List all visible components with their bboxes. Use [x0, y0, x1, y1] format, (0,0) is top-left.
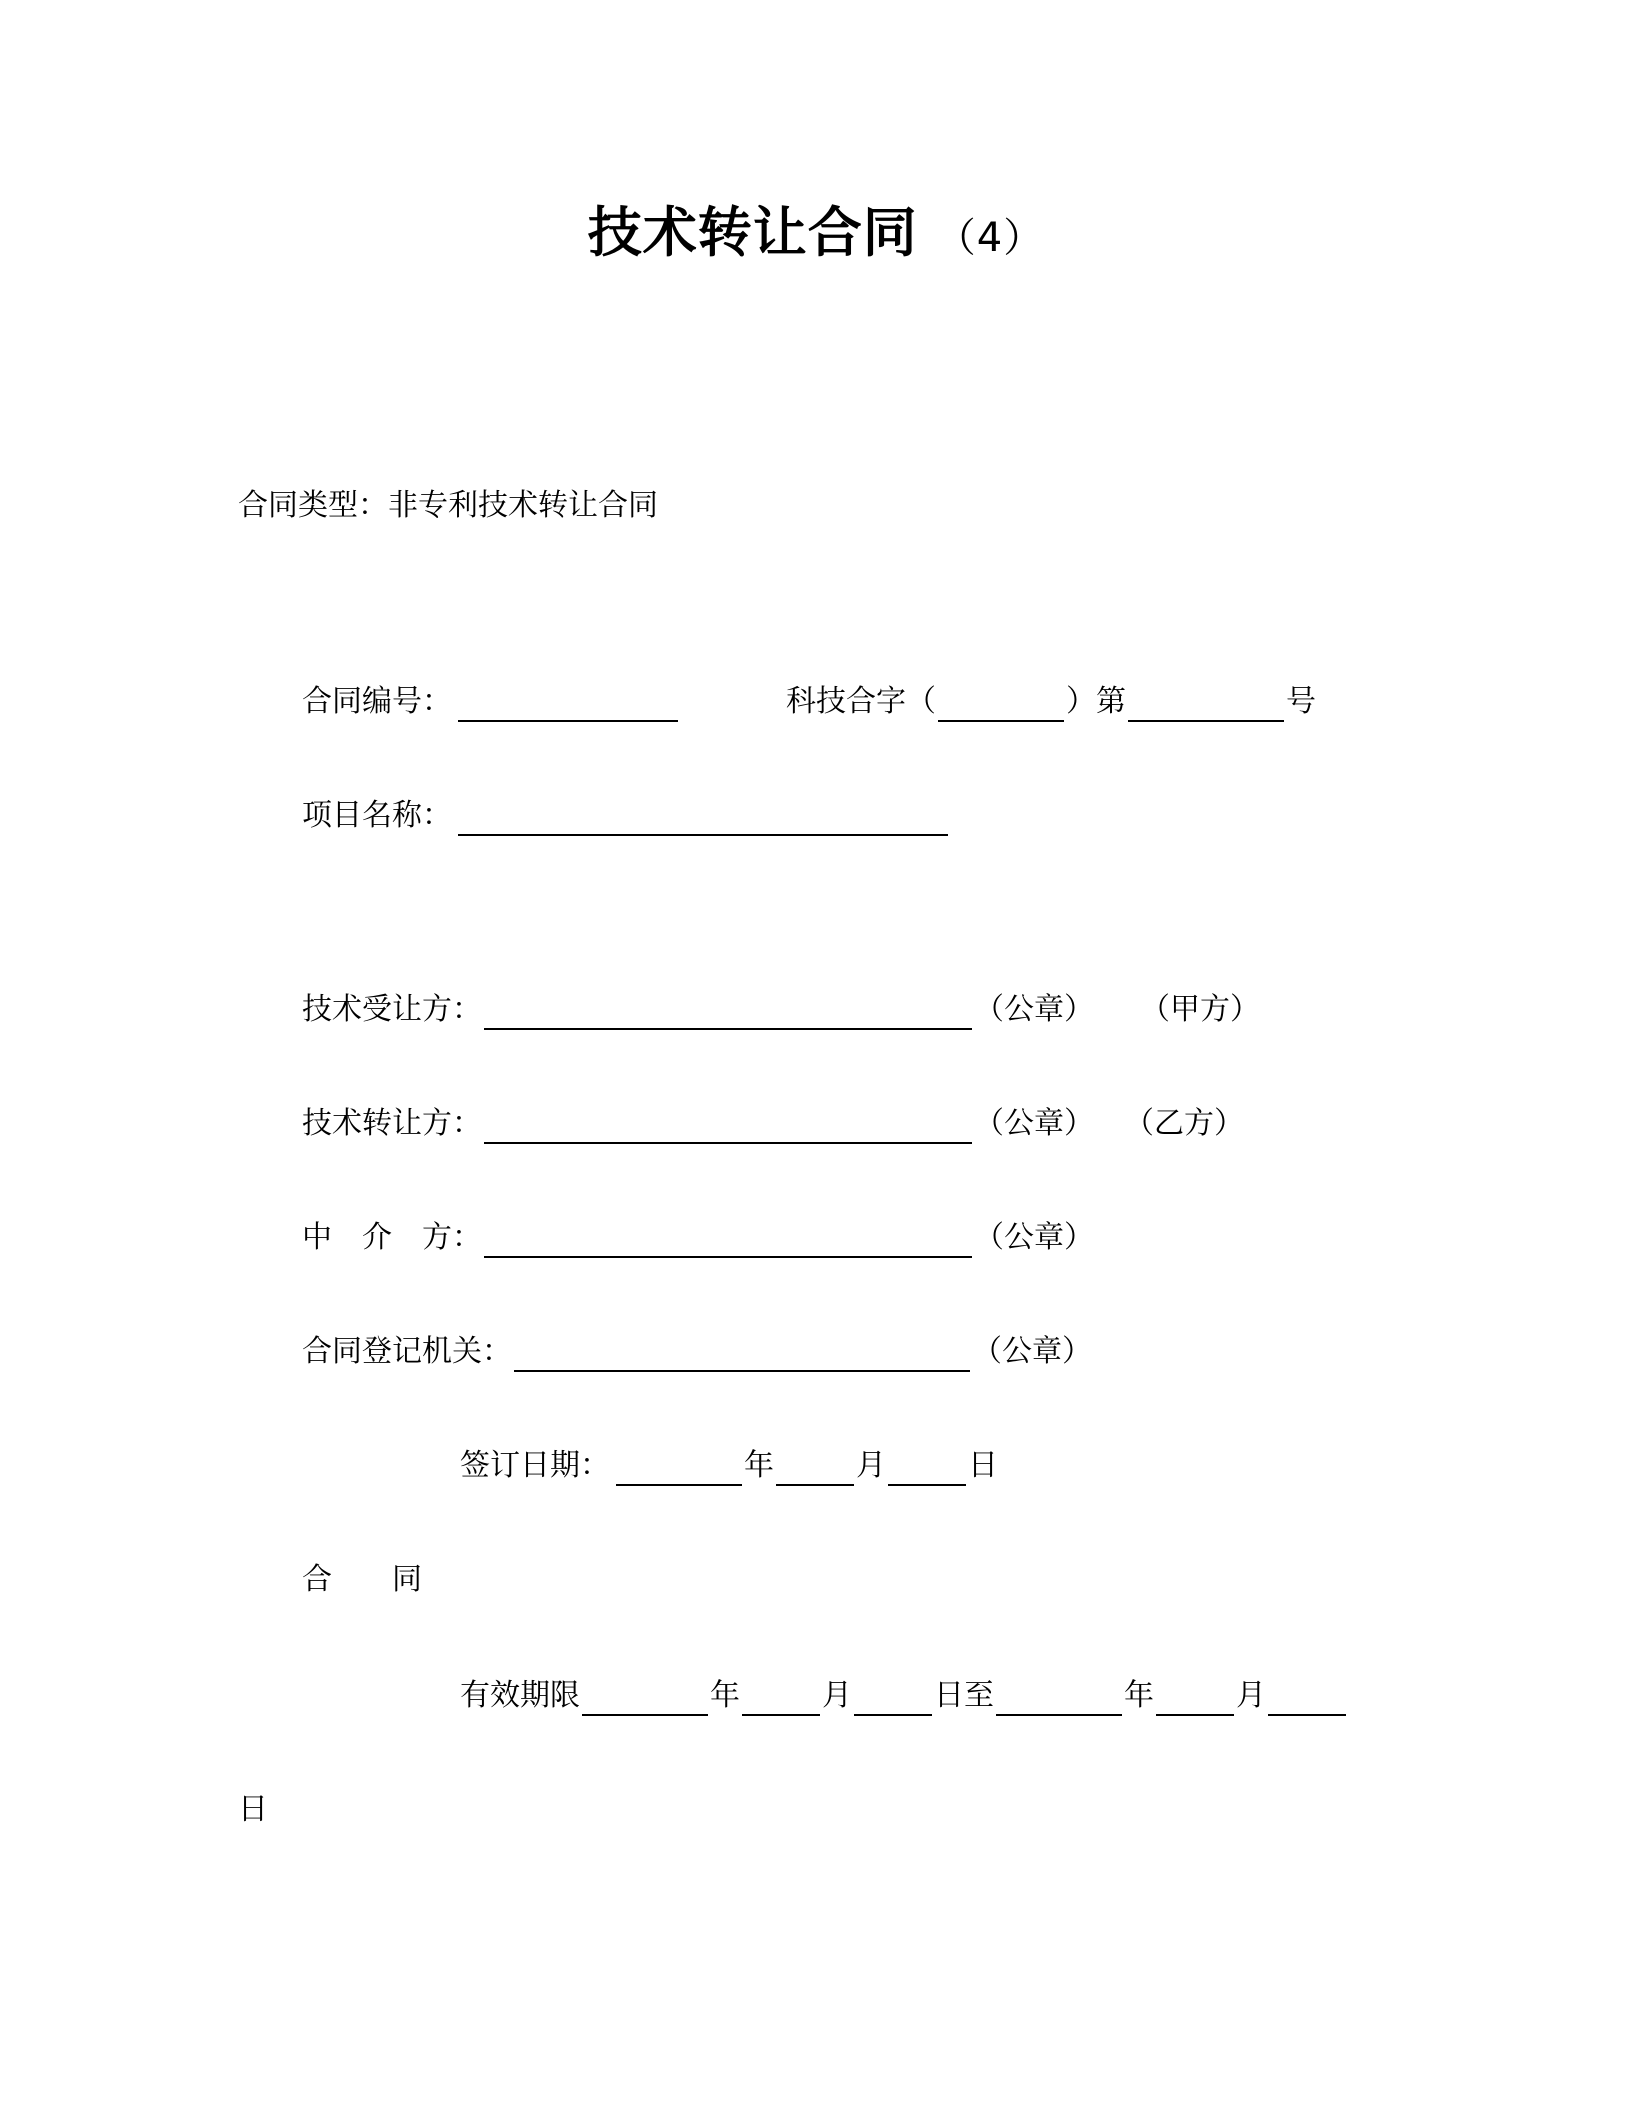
contract-heading-line — [302, 1560, 422, 1600]
transferee-seal: （公章） — [974, 992, 1094, 1027]
validity-line — [460, 1676, 1348, 1716]
title-suffix: （4） — [935, 215, 1045, 261]
document-title — [0, 198, 1632, 273]
project-name-line — [302, 796, 950, 836]
contract-number-field[interactable] — [458, 682, 678, 722]
trailing-day-label: 日 — [238, 1792, 268, 1827]
keji-close-label: ）第 — [1066, 684, 1126, 719]
validity-start-month-label: 月 — [822, 1678, 852, 1713]
transferor-label: 技术转让方： — [302, 1106, 482, 1141]
validity-day-to-label: 日至 — [934, 1678, 994, 1713]
registrar-label: 合同登记机关： — [302, 1334, 512, 1369]
transferee-line — [302, 990, 1260, 1030]
project-name-label: 项目名称： — [302, 798, 452, 833]
sign-day-field[interactable] — [888, 1446, 966, 1486]
intermediary-label: 中 介 方： — [302, 1220, 482, 1255]
contract-number-line — [302, 682, 1316, 722]
keji-number-field[interactable] — [1128, 682, 1284, 722]
contract-type-line — [238, 486, 658, 526]
trailing-day-line — [238, 1790, 268, 1830]
registrar-field[interactable] — [514, 1332, 970, 1372]
registrar-line — [302, 1332, 1092, 1372]
registrar-seal: （公章） — [972, 1334, 1092, 1369]
title-text: 技术转让合同 — [587, 201, 918, 264]
sign-month-field[interactable] — [776, 1446, 854, 1486]
validity-end-month-label: 月 — [1236, 1678, 1266, 1713]
transferor-line — [302, 1104, 1244, 1144]
intermediary-line — [302, 1218, 1094, 1258]
sign-year-field[interactable] — [616, 1446, 742, 1486]
party-b-label: （乙方） — [1124, 1106, 1244, 1141]
validity-label: 有效期限 — [460, 1678, 580, 1713]
hao-label: 号 — [1286, 684, 1316, 719]
validity-start-year-label: 年 — [710, 1678, 740, 1713]
transferee-field[interactable] — [484, 990, 972, 1030]
contract-type-value: 非专利技术转让合同 — [388, 488, 658, 523]
validity-start-day-field[interactable] — [854, 1676, 932, 1716]
validity-end-month-field[interactable] — [1156, 1676, 1234, 1716]
intermediary-seal: （公章） — [974, 1220, 1094, 1255]
keji-year-field[interactable] — [938, 682, 1064, 722]
transferee-label: 技术受让方： — [302, 992, 482, 1027]
project-name-field[interactable] — [458, 796, 948, 836]
sign-month-label: 月 — [856, 1448, 886, 1483]
transferor-seal: （公章） — [974, 1106, 1094, 1141]
validity-end-day-field[interactable] — [1268, 1676, 1346, 1716]
sign-date-label: 签订日期： — [460, 1448, 610, 1483]
sign-year-label: 年 — [744, 1448, 774, 1483]
contract-number-label: 合同编号： — [302, 684, 452, 719]
party-a-label: （甲方） — [1140, 992, 1260, 1027]
sign-date-line — [460, 1446, 998, 1486]
sign-day-label: 日 — [968, 1448, 998, 1483]
intermediary-field[interactable] — [484, 1218, 972, 1258]
keji-label: 科技合字（ — [786, 684, 936, 719]
contract-type-label: 合同类型： — [238, 488, 388, 523]
validity-start-month-field[interactable] — [742, 1676, 820, 1716]
transferor-field[interactable] — [484, 1104, 972, 1144]
validity-end-year-field[interactable] — [996, 1676, 1122, 1716]
validity-start-year-field[interactable] — [582, 1676, 708, 1716]
contract-heading: 合 同 — [302, 1562, 422, 1597]
validity-end-year-label: 年 — [1124, 1678, 1154, 1713]
